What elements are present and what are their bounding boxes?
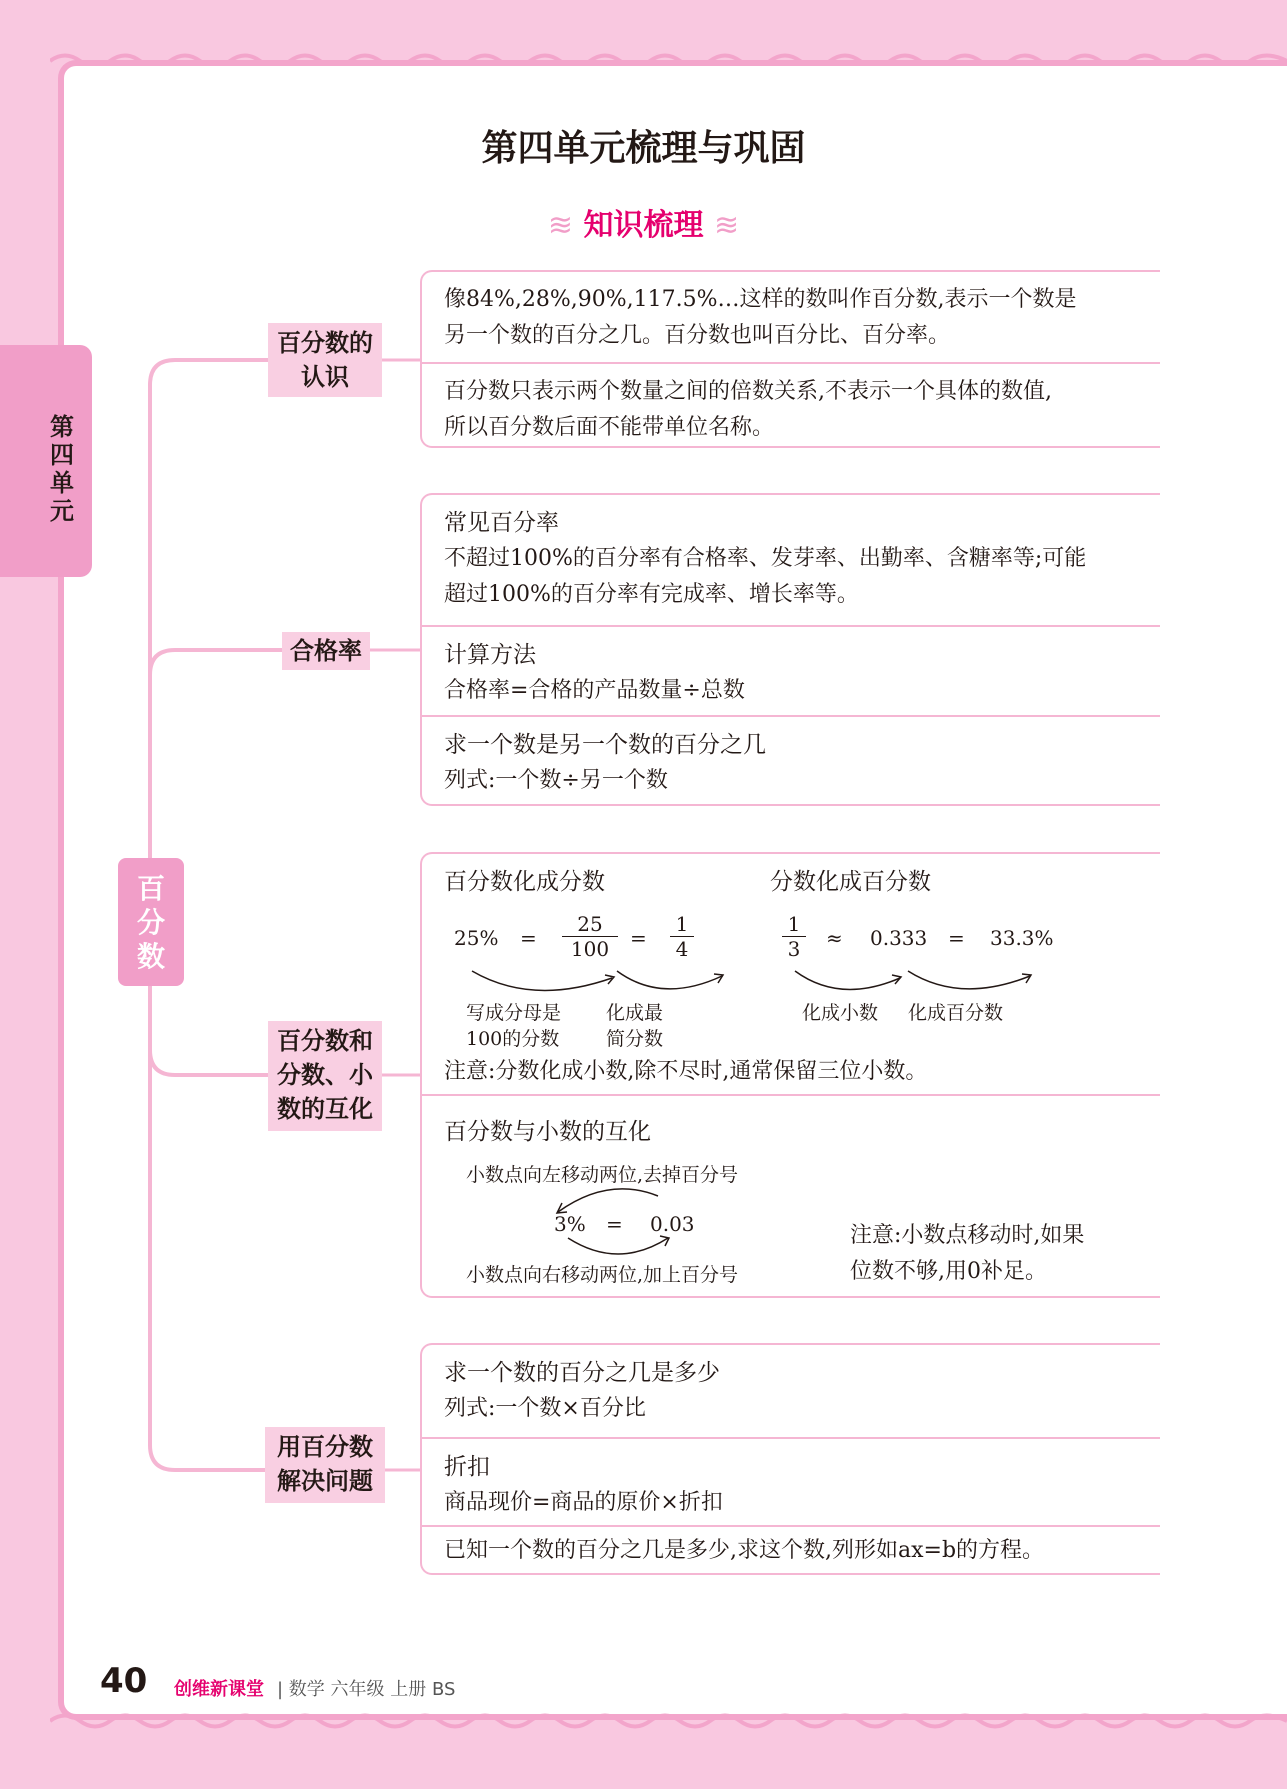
arrow-caption: 化成最 xyxy=(606,1002,664,1024)
branch-label: 用百分数解决问题 xyxy=(277,1433,373,1495)
box-recognition xyxy=(420,270,1160,448)
section-heading: 分数化成百分数 xyxy=(770,869,931,895)
text-line: 所以百分数后面不能带单位名称。 xyxy=(444,415,775,440)
math-decimal: 0.333 xyxy=(870,926,928,950)
section-heading: 求一个数的百分之几是多少 xyxy=(444,1360,720,1386)
section-heading: 百分数化成分数 xyxy=(444,869,605,895)
text-line: 另一个数的百分之几。百分数也叫百分比、百分率。 xyxy=(444,323,951,348)
branch-label: 合格率 xyxy=(290,637,362,665)
section-definition xyxy=(422,272,1160,362)
book-info: | 数学 六年级 上册 BS xyxy=(277,1679,456,1700)
section-decimal-conversion xyxy=(422,1094,1160,1296)
branch-recognition xyxy=(268,323,382,397)
wavy-border-bottom xyxy=(50,1710,1287,1732)
math-percent: 25% xyxy=(454,926,499,950)
section-note xyxy=(422,362,1160,448)
section-heading: 折扣 xyxy=(444,1454,490,1480)
text-line: 列式:一个数×百分比 xyxy=(444,1396,646,1421)
section-percent-of-number xyxy=(422,1345,1160,1437)
math-decimal: 0.03 xyxy=(650,1212,695,1236)
root-node xyxy=(118,858,184,986)
box-problem-solving xyxy=(420,1343,1160,1575)
text-line: 已知一个数的百分之几是多少,求这个数,列形如ax=b的方程。 xyxy=(444,1538,1045,1563)
fraction-25-100 xyxy=(562,912,618,961)
text-line: 像84%,28%,90%,117.5%…这样的数叫作百分数,表示一个数是 xyxy=(444,287,1077,312)
fraction-1-3 xyxy=(782,912,806,961)
section-heading: 百分数与小数的互化 xyxy=(444,1119,651,1145)
numerator: 1 xyxy=(670,912,694,937)
numerator: 1 xyxy=(782,912,806,937)
wave-deco-right-icon: ≋ xyxy=(713,208,740,243)
page-title: 第四单元梳理与巩固 xyxy=(481,128,806,169)
brand-name: 创维新课堂 xyxy=(174,1679,264,1700)
section-equation xyxy=(422,1525,1160,1575)
text-line: 列式:一个数÷另一个数 xyxy=(444,768,668,793)
arrow-caption: 小数点向左移动两位,去掉百分号 xyxy=(466,1164,739,1186)
arrow-caption: 化成百分数 xyxy=(908,1002,1004,1024)
note-text: 注意:分数化成小数,除不尽时,通常保留三位小数。 xyxy=(444,1059,928,1084)
denominator: 100 xyxy=(570,937,610,961)
section-calculation xyxy=(422,625,1160,715)
branch-pass-rate xyxy=(282,632,370,670)
note-text: 注意:小数点移动时,如果 xyxy=(850,1223,1085,1248)
section-heading: 计算方法 xyxy=(444,642,536,668)
section-percent-of xyxy=(422,715,1160,804)
math-equals: = xyxy=(948,926,965,950)
math-equals: = xyxy=(630,926,647,950)
text-line: 合格率=合格的产品数量÷总数 xyxy=(444,678,745,703)
text-line: 超过100%的百分率有完成率、增长率等。 xyxy=(444,582,859,607)
numerator: 25 xyxy=(562,912,618,937)
math-equals: = xyxy=(520,926,537,950)
denominator: 3 xyxy=(787,937,801,961)
branch-conversion xyxy=(268,1021,382,1131)
arrow-caption: 化成小数 xyxy=(802,1002,879,1024)
section-discount xyxy=(422,1437,1160,1525)
branch-label: 百分数的认识 xyxy=(277,329,373,391)
arrow-caption: 100的分数 xyxy=(466,1028,560,1050)
arrow-caption: 小数点向右移动两位,加上百分号 xyxy=(466,1264,739,1286)
subtitle-text: 知识梳理 xyxy=(583,208,704,243)
section-fraction-conversion xyxy=(422,854,1160,1094)
section-heading: 求一个数是另一个数的百分之几 xyxy=(444,732,766,758)
denominator: 4 xyxy=(675,937,689,961)
box-pass-rate xyxy=(420,493,1160,806)
text-line: 不超过100%的百分率有合格率、发芽率、出勤率、含糖率等;可能 xyxy=(444,546,1087,571)
section-common-rates xyxy=(422,495,1160,625)
branch-problem-solving xyxy=(265,1427,385,1503)
branch-label: 百分数和分数、小数的互化 xyxy=(277,1027,373,1123)
math-approx: ≈ xyxy=(826,926,843,950)
box-conversion xyxy=(420,852,1160,1298)
arrow-caption: 写成分母是 xyxy=(466,1002,562,1024)
section-heading: 常见百分率 xyxy=(444,510,559,536)
wave-deco-left-icon: ≋ xyxy=(547,208,574,243)
note-text: 位数不够,用0补足。 xyxy=(850,1259,1047,1284)
math-percent: 3% xyxy=(554,1212,586,1236)
fraction-1-4 xyxy=(670,912,694,961)
page-number: 40 xyxy=(100,1661,148,1701)
arrow-caption: 简分数 xyxy=(606,1028,664,1050)
root-label: 百分数 xyxy=(136,872,165,973)
text-line: 百分数只表示两个数量之间的倍数关系,不表示一个具体的数值, xyxy=(444,379,1052,404)
text-line: 商品现价=商品的原价×折扣 xyxy=(444,1490,723,1515)
math-equals: = xyxy=(606,1212,623,1236)
math-percent: 33.3% xyxy=(990,926,1054,950)
side-tab-label: 第四单元 xyxy=(50,413,74,525)
